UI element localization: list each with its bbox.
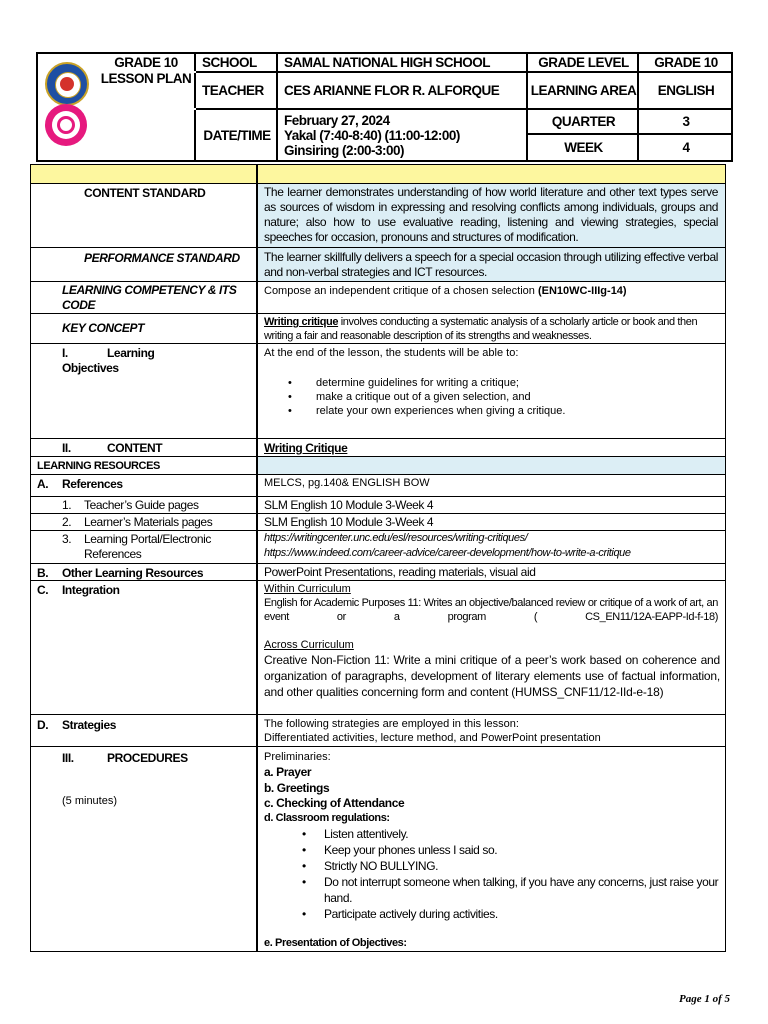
regulations-item: d. Classroom regulations: <box>264 812 390 824</box>
other-resources-value: PowerPoint Presentations, reading materials, visual aid <box>264 565 536 579</box>
list-item: • Strictly NO BULLYING. <box>258 858 720 874</box>
row-divider <box>30 438 726 439</box>
quarter-label: QUARTER <box>526 110 639 133</box>
integration-label: Integration <box>62 583 120 597</box>
week-value: 4 <box>637 135 733 160</box>
school-label: SCHOOL <box>194 54 278 71</box>
key-concept-term: Writing critique <box>264 316 339 328</box>
performance-standard-label: PERFORMANCE STANDARD <box>84 251 240 265</box>
datetime-value <box>276 110 528 160</box>
week-label: WEEK <box>526 135 639 160</box>
list-item: • Participate actively during activities. <box>258 906 720 922</box>
greetings-item: b. Greetings <box>264 781 330 795</box>
content-standard-text: The learner demonstrates understanding of how world literature and other text types serve as sources of wisdom in expressing and resolving conflicts among individuals, groups and nature; also how to use evaluative reading, listening and viewing strategies, special speeches for occasion, pronouns and structures of modification. <box>264 185 718 244</box>
list-item: • relate your own experiences when giving a critique. <box>258 404 718 418</box>
row-divider <box>30 746 726 747</box>
of-word: of <box>712 993 722 1005</box>
objectives-list <box>258 376 718 418</box>
content-number: II. <box>62 441 71 455</box>
competency-code: (EN10WC-IIIg-14) <box>537 285 627 297</box>
key-concept-text: involves conducting a systematic analysis of a scholarly article or book and then writing a fair and reasonable description of its strengths and weaknesses. <box>264 316 698 342</box>
page-number <box>679 993 730 1005</box>
strategies-line-1: The following strategies are employed in this lesson: <box>264 718 519 730</box>
row-divider <box>30 247 726 248</box>
objectives-number: I. <box>62 346 68 360</box>
lm-value: SLM English 10 Module 3-Week 4 <box>264 515 434 529</box>
within-curriculum-text: English for Academic Purposes 11: Writes an objective/balanced review or critique of a work of art, an event or a program ( CS_EN11/12A-EAPP-Id-f-18) <box>264 597 718 623</box>
school-value: SAMAL NATIONAL HIGH SCHOOL <box>276 54 528 71</box>
list-item: • Do not interrupt someone when talking, if you have any concerns, just raise your hand. <box>258 874 720 906</box>
strategies-letter: D. <box>37 718 49 732</box>
teacher-value: CES ARIANNE FLOR R. ALFORQUE <box>276 73 528 108</box>
learning-area-label: LEARNING AREA <box>526 73 639 108</box>
portal-label: Learning Portal/Electronic References <box>84 532 212 561</box>
content-label: CONTENT <box>107 441 163 455</box>
strategies-label: Strategies <box>62 718 117 732</box>
row-divider <box>30 343 726 344</box>
row-divider <box>30 474 726 475</box>
school-seal-icon <box>45 104 87 146</box>
prayer-item: a. Prayer <box>264 765 312 779</box>
performance-standard-text: The learner skillfully delivers a speech for a special occasion through utilizing effective verbal and non-verbal strategies and ICT resources. <box>264 250 718 279</box>
competency-text: Compose an independent critique of a chosen selection <box>264 285 535 297</box>
schedule-line: Ginsiring (2:00-3:00) <box>284 142 405 158</box>
across-curriculum-label: Across Curriculum <box>264 639 354 651</box>
portal-number: 3. <box>62 532 72 546</box>
grade-level-label: GRADE LEVEL <box>526 54 639 71</box>
list-item: • make a critique out of a given selection, and <box>258 390 718 404</box>
row-divider <box>30 580 726 581</box>
tg-number: 1. <box>62 498 72 512</box>
portal-link-1[interactable]: https://writingcenter.unc.edu/esl/resources/writing-critiques/ <box>264 532 528 544</box>
portal-link-2[interactable]: https://www.indeed.com/career-advice/career-development/how-to-write-a-critique <box>264 547 631 559</box>
quarter-value: 3 <box>637 110 733 133</box>
schedule-line: Yakal (7:40-8:40) (11:00-12:00) <box>284 127 460 143</box>
within-curriculum-label: Within Curriculum <box>264 583 351 595</box>
learning-resources-label: LEARNING RESOURCES <box>37 460 160 472</box>
references-letter: A. <box>37 477 49 491</box>
other-resources-label: Other Learning Resources <box>62 566 204 580</box>
lm-label: Learner’s Materials pages <box>84 515 213 529</box>
list-item: • Keep your phones unless I said so. <box>258 842 720 858</box>
page-word: Page <box>678 993 702 1005</box>
datetime-label: DATE/TIME <box>194 110 278 160</box>
attendance-item: c. Checking of Attendance <box>264 796 405 810</box>
key-concept-value <box>264 315 720 343</box>
date-line: February 27, 2024 <box>284 112 390 128</box>
competency-label: LEARNING COMPETENCY & ITS CODE <box>62 283 237 312</box>
objectives-label-1: Learning <box>107 346 155 360</box>
preliminaries-label: Preliminaries: <box>264 751 331 763</box>
teacher-label: TEACHER <box>194 73 278 108</box>
procedures-number: III. <box>62 751 74 765</box>
tg-label: Teacher’s Guide pages <box>84 498 199 512</box>
list-item: • determine guidelines for writing a critique; <box>258 376 718 390</box>
row-divider <box>30 313 726 314</box>
tg-value: SLM English 10 Module 3-Week 4 <box>264 498 434 512</box>
grade-level-value: GRADE 10 <box>637 54 733 71</box>
page-total: 5 <box>724 993 730 1005</box>
references-value: MELCS, pg.140& ENGLISH BOW <box>264 477 430 489</box>
page-current: 1 <box>704 993 710 1005</box>
row-divider <box>30 714 726 715</box>
other-resources-letter: B. <box>37 566 49 580</box>
objectives-label-2: Objectives <box>62 361 119 375</box>
references-label: References <box>62 477 123 491</box>
procedures-time: (5 minutes) <box>62 795 118 807</box>
content-value: Writing Critique <box>264 441 348 455</box>
row-divider <box>30 563 726 564</box>
competency-value <box>264 284 720 298</box>
integration-letter: C. <box>37 583 49 597</box>
content-standard-label: CONTENT STANDARD <box>84 186 206 200</box>
row-divider <box>30 456 726 457</box>
objectives-presentation-item: e. Presentation of Objectives: <box>264 937 407 949</box>
lm-number: 2. <box>62 515 72 529</box>
row-divider <box>30 183 726 184</box>
procedures-label: PROCEDURES <box>107 751 188 765</box>
deped-seal-icon <box>45 62 89 106</box>
list-item: • Listen attentively. <box>258 826 720 842</box>
learning-area-value: ENGLISH <box>637 73 733 108</box>
key-concept-label: KEY CONCEPT <box>62 321 145 335</box>
rules-list <box>258 826 720 922</box>
row-divider <box>30 513 726 514</box>
row-divider <box>30 496 726 497</box>
objectives-intro: At the end of the lesson, the students will be able to: <box>264 347 519 359</box>
row-divider <box>30 281 726 282</box>
lesson-plan-title: GRADE 10 LESSON PLAN <box>100 55 192 86</box>
strategies-line-2: Differentiated activities, lecture method, and PowerPoint presentation <box>264 732 601 744</box>
across-curriculum-text: Creative Non-Fiction 11: Write a mini critique of a peer’s work based on coherence and organization of paragraphs, development of literary elements use of factual information, and other qualities concerning form and content (HUMSS_CNF11/12-IId-e-18) <box>264 653 720 699</box>
